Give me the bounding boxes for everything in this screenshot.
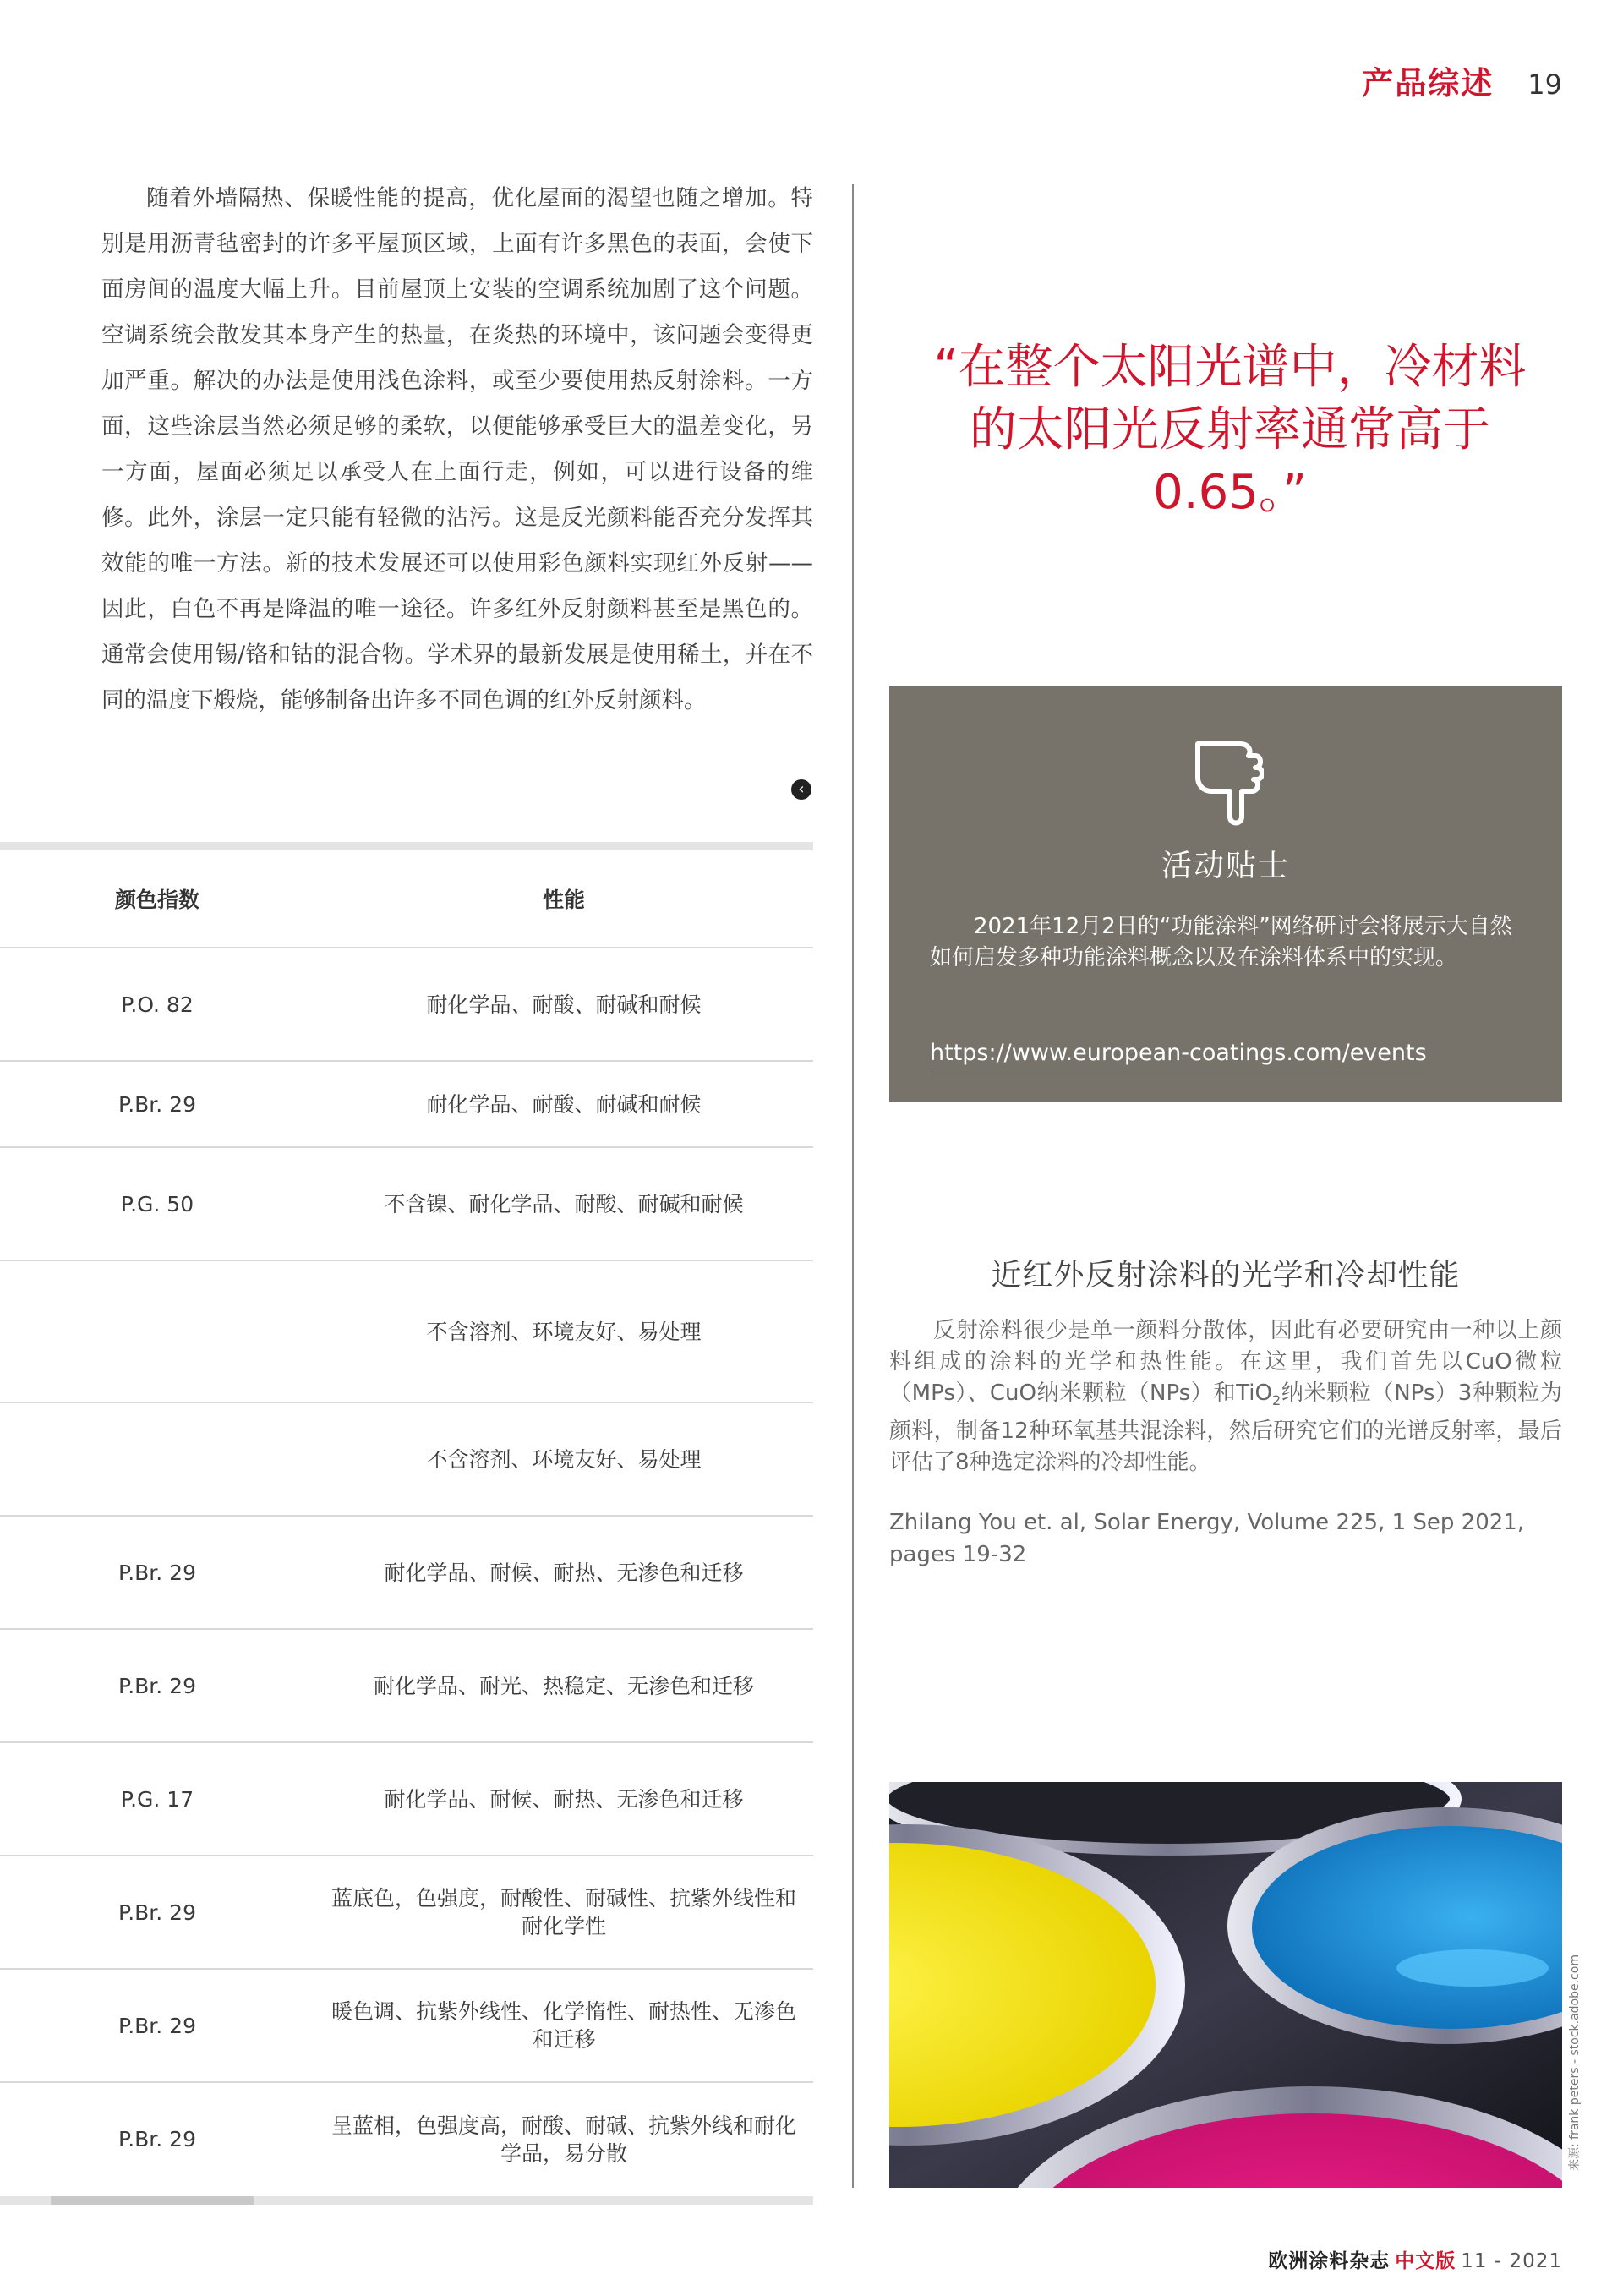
pointing-hand-icon — [1189, 739, 1264, 827]
table-row — [0, 1629, 813, 1742]
pigment-table — [0, 842, 813, 2195]
table-row — [0, 948, 813, 1061]
cell-color-index: P.G. 17 — [120, 1786, 194, 1812]
abstract-text — [889, 1315, 1562, 1479]
cell-color-index: P.Br. 29 — [118, 1560, 196, 1585]
photo-credit: 来源: frank peters - stock.adobe.com — [1568, 1954, 1582, 2171]
header-color-index: 颜色指数 — [114, 888, 199, 912]
cell-color-index: P.Br. 29 — [118, 1091, 196, 1117]
abstract-subscript: 2 — [1272, 1392, 1281, 1409]
events-description: 2021年12月2日的“功能涂料”网络研讨会将展示大自然如何启发多种功能涂料概念以及在涂料体系中的实现。 — [930, 914, 1512, 970]
section-title: 产品综述 — [1362, 65, 1495, 101]
cell-properties: 耐化学品、耐光、热稳定、无渗色和迁移 — [373, 1673, 754, 1698]
column-divider — [852, 184, 854, 2188]
table-row — [0, 1742, 813, 1856]
page-number: 19 — [1527, 68, 1562, 101]
table-row — [0, 1147, 813, 1260]
abstract-text-before: 反射涂料很少是单一颜料分散体，因此有必要研究由一种以上颜料组成的涂料的光学和热性能。在这里，我们首先以CuO微粒（MPs）、CuO纳米颗粒（NPs）和TiO — [889, 1318, 1562, 1406]
cell-properties: 暖色调、抗紫外线性、化学惰性、耐热性、无渗色和迁移 — [331, 1999, 797, 2052]
cell-properties: 蓝底色，色强度，耐酸性、耐碱性、抗紫外线性和耐化学性 — [331, 1886, 797, 1938]
page-header — [1362, 57, 1562, 103]
paint-cans-photo — [889, 1782, 1562, 2188]
cell-color-index: P.Br. 29 — [118, 2127, 196, 2151]
table-row — [0, 1061, 813, 1147]
events-link[interactable]: https://www.european-coatings.com/events — [930, 1040, 1427, 1069]
table-row — [0, 1969, 813, 2082]
cell-color-index: P.O. 82 — [121, 992, 194, 1017]
table-row — [0, 2082, 813, 2195]
cell-color-index: P.Br. 29 — [118, 1673, 196, 1698]
abstract-title: 近红外反射涂料的光学和冷却性能 — [991, 1258, 1461, 1293]
table-top-bar — [0, 842, 813, 850]
article-body: 随着外墙隔热、保暖性能的提高，优化屋面的渴望也随之增加。特别是用沥青毡密封的许多平屋顶区域，上面有许多黑色的表面，会使下面房间的温度大幅上升。目前屋顶上安装的空调系统加剧了这个问题。空调系统会散发其本身产生的热量，在炎热的环境中，该问题会变得更加严重。解决的办法是使用浅色涂料，或至少要使用热反射涂料。一方面，这些涂层当然必须足够的柔软，以便能够承受巨大的温差变化，另一方面，屋面必须足以承受人在上面行走，例如，可以进行设备的维修。此外，涂层一定只能有轻微的沾污。这是反光颜料能否充分发挥其效能的唯一方法。新的技术发展还可以使用彩色颜料实现红外反射——因此，白色不再是降温的唯一途径。许多红外反射颜料甚至是黑色的。通常会使用锡/铬和钴的混合物。学术界的最新发展是使用稀土，并在不同的温度下煅烧，能够制备出许多不同色调的红外反射颜料。 — [101, 185, 813, 713]
abstract-text-after: 纳米颗粒（NPs）3种颗粒为颜料，制备12种环氧基共混涂料，然后研究它们的光谱反射率，最后评估了8种选定涂料的冷却性能。 — [889, 1380, 1562, 1476]
pull-quote: “在整个太阳光谱中，冷材料的太阳光反射率通常高于0.65。” — [933, 340, 1527, 520]
cell-color-index: P.G. 50 — [120, 1191, 194, 1216]
events-title: 活动贴士 — [1161, 849, 1290, 883]
table-row — [0, 1516, 813, 1629]
events-box — [889, 686, 1562, 1102]
citation: Zhilang You et. al, Solar Energy, Volume 225, 1 Sep 2021, pages 19-32 — [889, 1510, 1525, 1567]
table-row — [0, 1856, 813, 1969]
cell-properties: 耐化学品、耐酸、耐碱和耐候 — [426, 992, 702, 1017]
cell-color-index: P.Br. 29 — [118, 2013, 196, 2038]
table-bottom-bar — [0, 2196, 813, 2205]
cell-color-index — [0, 1402, 314, 1516]
cell-color-index — [0, 1260, 314, 1402]
cell-properties: 耐化学品、耐候、耐热、无渗色和迁移 — [384, 1560, 744, 1585]
page-footer — [1268, 2245, 1562, 2273]
header-properties: 性能 — [542, 888, 585, 912]
cell-properties: 不含镍、耐化学品、耐酸、耐碱和耐候 — [384, 1191, 744, 1216]
cell-properties: 耐化学品、耐酸、耐碱和耐候 — [426, 1091, 702, 1117]
magazine-name: 欧洲涂料杂志 — [1268, 2250, 1391, 2272]
cell-properties: 呈蓝相，色强度高，耐酸、耐碱、抗紫外线和耐化学品，易分散 — [331, 2113, 797, 2166]
cell-color-index: P.Br. 29 — [118, 1900, 196, 1925]
cell-properties: 耐化学品、耐候、耐热、无渗色和迁移 — [384, 1786, 744, 1812]
table-row — [0, 1260, 813, 1402]
table-header-row — [0, 850, 813, 948]
edition-label: 中文版 — [1395, 2250, 1456, 2272]
table-row — [0, 1402, 813, 1516]
end-arrow-icon: ‹ — [791, 779, 812, 800]
cell-properties: 不含溶剂、环境友好、易处理 — [426, 1319, 702, 1344]
cell-properties: 不含溶剂、环境友好、易处理 — [426, 1446, 702, 1472]
issue-number: 11 - 2021 — [1461, 2250, 1562, 2272]
